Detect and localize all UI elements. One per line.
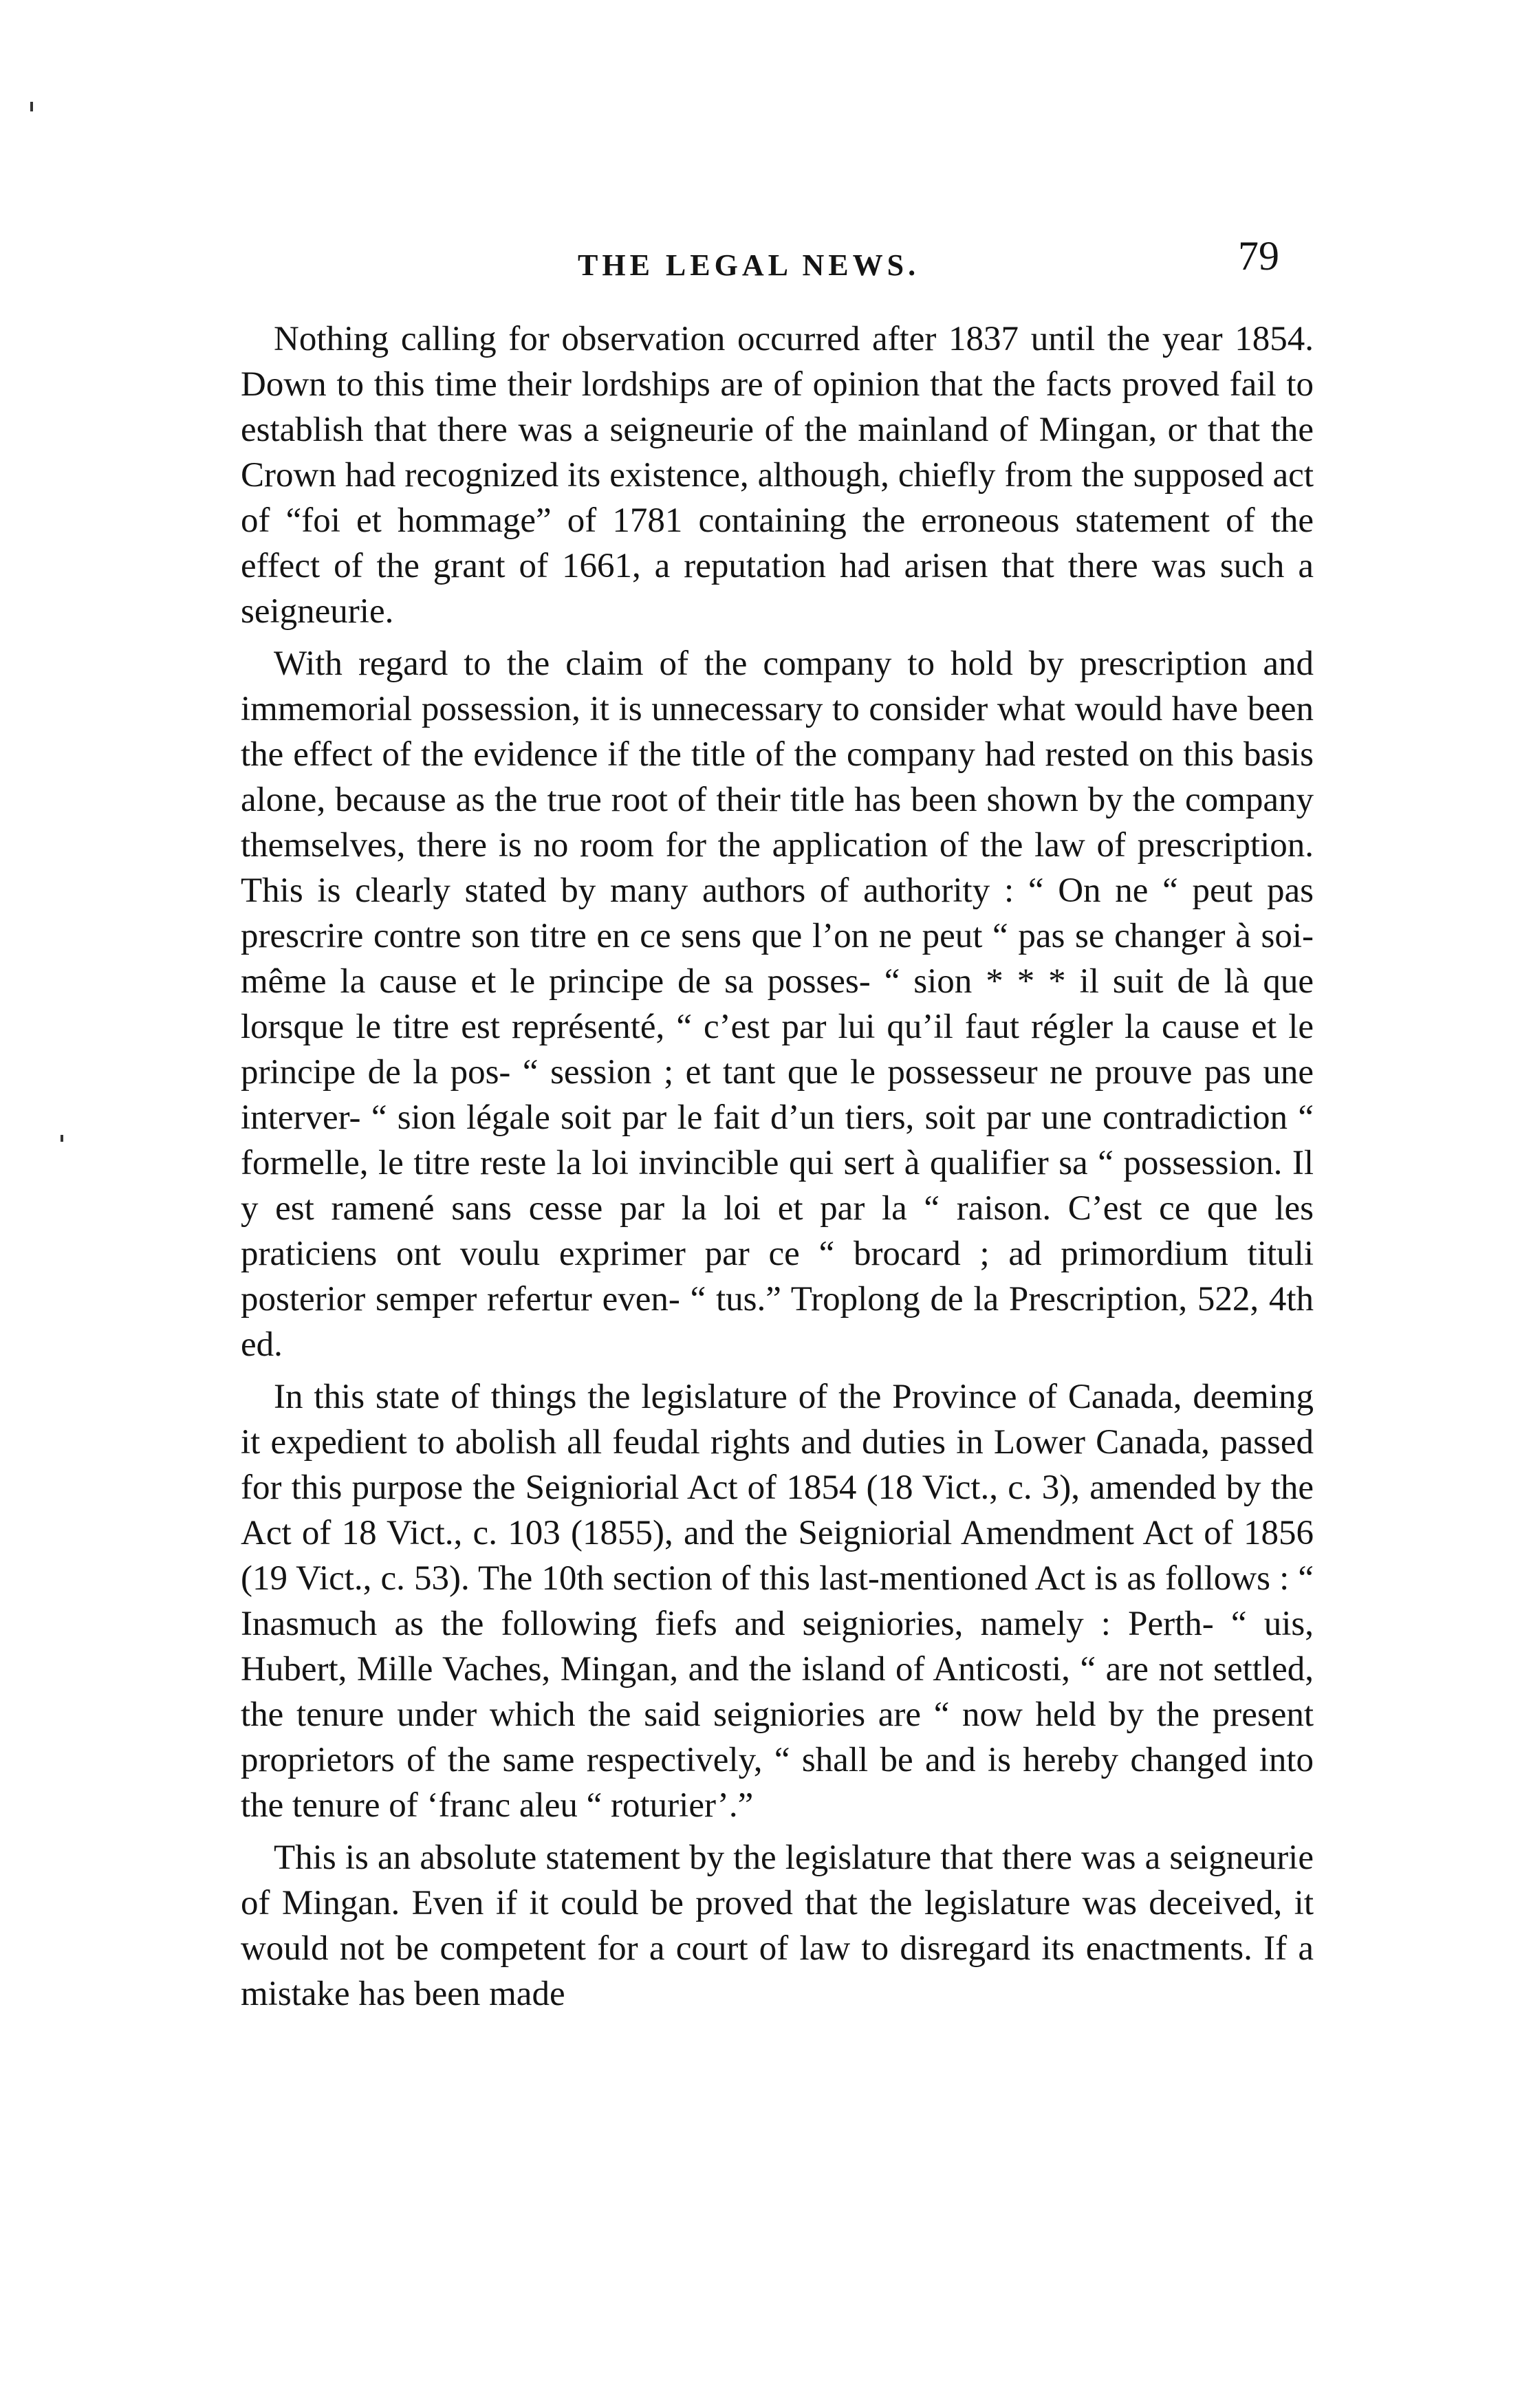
scan-speck	[61, 1135, 63, 1142]
paragraph-2: With regard to the claim of the company to hold by prescription and immemorial possession, it is unnecessary to consider what would have been the effect of the evidence if the title of the company had rested on this basis alone, because as the true root of their title has been shown by the company themselves, there is no room for the application of the law of prescription. This is clearly stated by many authors of authority : “ On ne “ peut pas prescrire contre son titre en ce sens que l’on ne peut “ pas se changer à soi-même la cause et le principe de sa posses- “ sion * * * il suit de là que lorsque le titre est représenté, “ c’est par lui qu’il faut régler la cause et le principe de la pos- “ session ; et tant que le possesseur ne prouve pas une interver- “ sion légale soit par le fait d’un tiers, soit par une contradiction “ formelle, le titre reste la loi invincible qui sert à qualifier sa “ possession. Il y est ramené sans cesse par la loi et par la “ raison. C’est ce que les praticiens ont voulu exprimer par ce “ brocard ; ad primordium tituli posterior semper refertur even- “ tus.” Troplong de la Prescription, 522, 4th ed.	[241, 644, 1314, 1364]
page-number: 79	[1238, 233, 1279, 279]
paragraph-4: This is an absolute statement by the legislature that there was a seigneurie of Mingan. Even if it could be proved that the legislature was deceived, it would not be competent for a court of law to disregard its enactments. If a mistake has been made	[241, 1838, 1314, 2013]
paragraph-3: In this state of things the legislature of the Province of Canada, deeming it expedient to abolish all feudal rights and duties in Lower Canada, passed for this purpose the Seigniorial Act of 1854 (18 Vict., c. 3), amended by the Act of 18 Vict., c. 103 (1855), and the Seigniorial Amendment Act of 1856 (19 Vict., c. 53). The 10th section of this last-mentioned Act is as follows : “ Inasmuch as the following fiefs and seigniories, namely : Perth- “ uis, Hubert, Mille Vaches, Mingan, and the island of Anticosti, “ are not settled, the tenure under which the said seigniories are “ now held by the present proprietors of the same respectively, “ shall be and is hereby changed into the tenure of ‘franc aleu “ roturier’.”	[241, 1378, 1314, 1825]
paragraph-1: Nothing calling for observation occurred after 1837 until the year 1854. Down to this time their lordships are of opinion that the facts proved fail to establish that there was a seigneurie of the mainland of Mingan, or that the Crown had recognized its existence, although, chiefly from the supposed act of “foi et hommage” of 1781 containing the erroneous statement of the effect of the grant of 1661, a reputation had arisen that there was such a seigneurie.	[241, 320, 1314, 631]
scan-speck	[30, 102, 33, 111]
running-header-title: THE LEGAL NEWS.	[578, 248, 920, 282]
body-text	[241, 316, 1314, 2017]
